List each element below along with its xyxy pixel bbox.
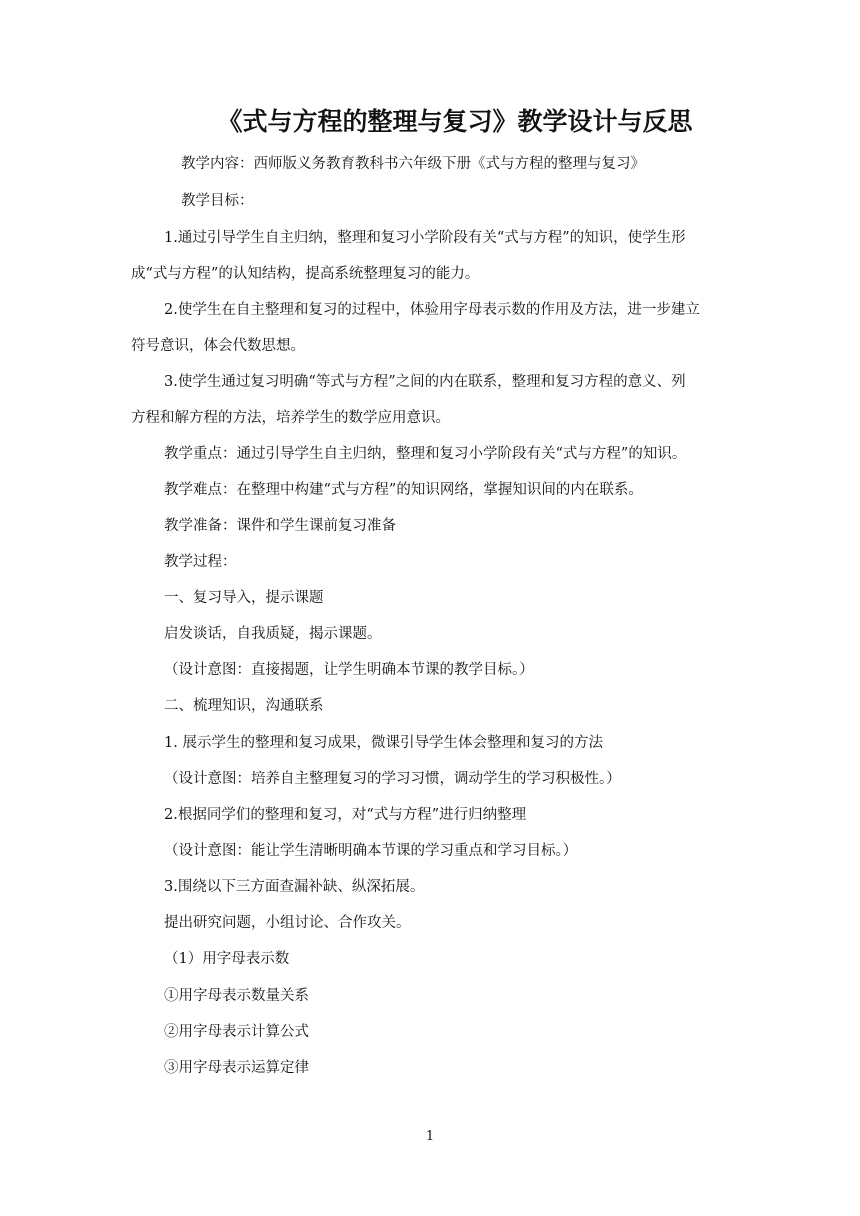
paragraph-teaching-content: 教学内容：西师版义务教育教科书六年级下册《式与方程的整理与复习》	[181, 156, 645, 172]
paragraph-goal-2-line-2: 符号意识，体会代数思想。	[131, 338, 305, 354]
paragraph-section-1-text: 启发谈话，自我质疑，揭示课题。	[164, 626, 382, 642]
section-heading-1: 一、复习导入，提示课题	[164, 590, 324, 606]
paragraph-difficult-point: 教学难点：在整理中构建“式与方程”的知识网络，掌握知识间的内在联系。	[164, 482, 643, 498]
section-heading-2: 二、梳理知识，沟通联系	[164, 698, 324, 714]
paragraph-design-intent-1: （设计意图：直接揭题，让学生明确本节课的教学目标。）	[164, 662, 534, 678]
paragraph-research-question: 提出研究问题，小组讨论、合作攻关。	[164, 915, 411, 931]
paragraph-key-point: 教学重点：通过引导学生自主归纳，整理和复习小学阶段有关“式与方程”的知识。	[164, 446, 687, 462]
paragraph-teaching-goals-heading: 教学目标：	[181, 193, 254, 209]
page-number: 1	[425, 1129, 435, 1144]
list-item-3: ③用字母表示运算定律	[164, 1060, 309, 1076]
paragraph-goal-3-line-1: 3.使学生通过复习明确“等式与方程”之间的内在联系，整理和复习方程的意义、列	[164, 374, 686, 390]
paragraph-design-intent-3: （设计意图：能让学生清晰明确本节课的学习重点和学习目标。）	[164, 843, 578, 859]
list-item-2: ②用字母表示计算公式	[164, 1024, 309, 1040]
paragraph-process-heading: 教学过程：	[164, 554, 237, 570]
paragraph-goal-1-line-2: 成“式与方程”的认知结构，提高系统整理复习的能力。	[131, 266, 480, 282]
list-item-1: ①用字母表示数量关系	[164, 988, 309, 1004]
paragraph-step-1: 1. 展示学生的整理和复习成果，微课引导学生体会整理和复习的方法	[164, 735, 603, 751]
document-title: 《式与方程的整理与复习》教学设计与反思	[217, 107, 693, 136]
paragraph-step-2: 2.根据同学们的整理和复习，对“式与方程”进行归纳整理	[164, 807, 527, 823]
list-heading-letters: （1）用字母表示数	[164, 951, 290, 967]
paragraph-goal-1-line-1: 1.通过引导学生自主归纳，整理和复习小学阶段有关“式与方程”的知识，使学生形	[164, 230, 686, 246]
paragraph-goal-3-line-2: 方程和解方程的方法，培养学生的数学应用意识。	[131, 410, 450, 426]
paragraph-step-3: 3.围绕以下三方面查漏补缺、纵深拓展。	[164, 879, 425, 895]
paragraph-design-intent-2: （设计意图：培养自主整理复习的学习习惯，调动学生的学习积极性。）	[164, 771, 621, 787]
paragraph-preparation: 教学准备：课件和学生课前复习准备	[164, 518, 396, 534]
paragraph-goal-2-line-1: 2.使学生在自主整理和复习的过程中，体验用字母表示数的作用及方法，进一步建立	[164, 302, 700, 318]
